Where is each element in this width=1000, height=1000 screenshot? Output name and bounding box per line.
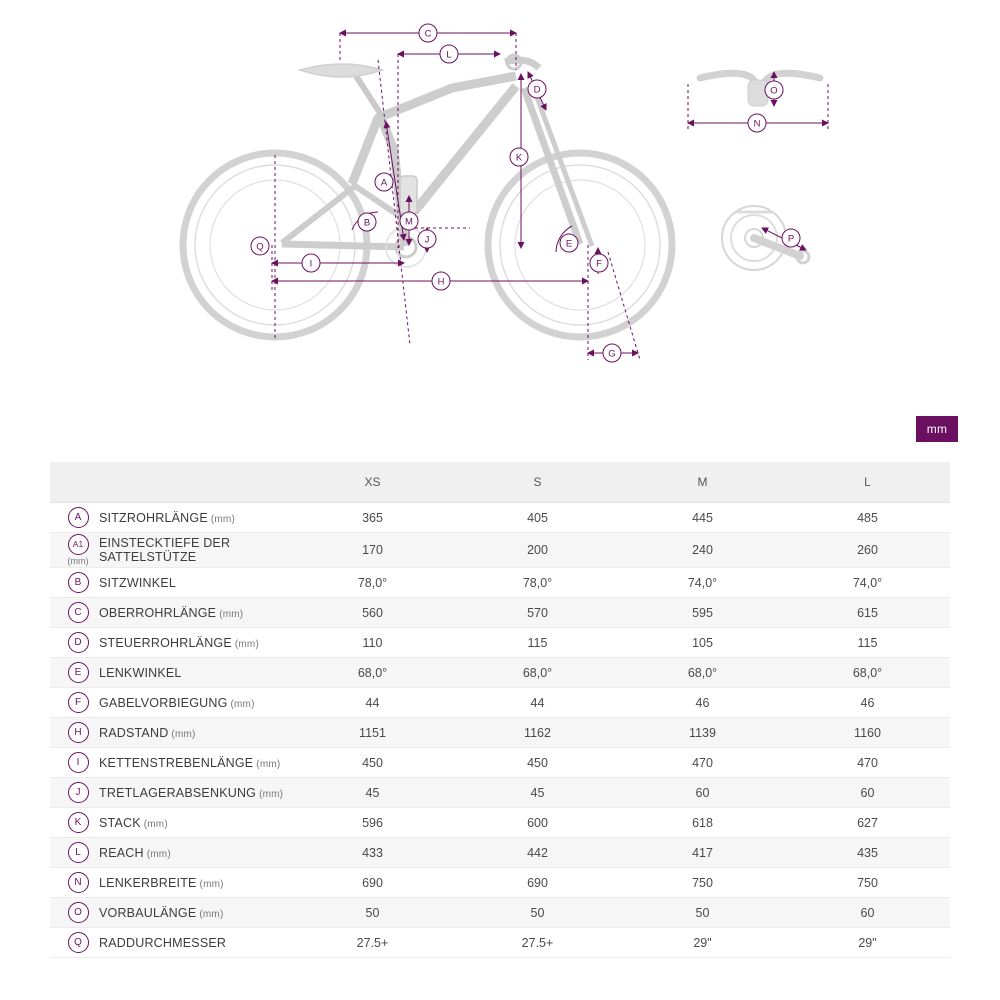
callout-o <box>765 81 783 99</box>
row-badge: A1 <box>68 534 89 555</box>
table-row <box>50 808 950 838</box>
row-value: 570 <box>455 598 620 628</box>
callout-g <box>603 344 621 362</box>
row-value: 105 <box>620 628 785 658</box>
callout-l <box>440 45 458 63</box>
callout-j <box>418 230 436 248</box>
row-value: 110 <box>290 628 455 658</box>
row-value: 60 <box>785 778 950 808</box>
row-value: 750 <box>620 868 785 898</box>
row-label-cell <box>97 628 290 658</box>
row-value: 690 <box>290 868 455 898</box>
handlebar-illustration <box>700 73 820 106</box>
table-row <box>50 533 950 568</box>
column-header-s: S <box>455 462 620 503</box>
row-label-cell <box>97 503 290 533</box>
row-label: EINSTECKTIEFE DER SATTELSTÜTZE <box>99 536 231 564</box>
row-label: GABELVORBIEGUNG <box>99 695 228 710</box>
callout-q <box>251 237 269 255</box>
row-badge-cell <box>50 838 97 868</box>
callout-label: B <box>363 217 371 229</box>
table-row <box>50 598 950 628</box>
row-badge: H <box>68 722 89 743</box>
row-value: 50 <box>455 898 620 928</box>
row-value: 68,0° <box>290 658 455 688</box>
geometry-table <box>50 462 950 958</box>
row-label-cell <box>97 868 290 898</box>
row-value: 365 <box>290 503 455 533</box>
callout-label: M <box>405 216 413 228</box>
callout-f <box>590 254 608 272</box>
row-value: 50 <box>290 898 455 928</box>
callout-label: Q <box>256 241 264 253</box>
row-value: 596 <box>290 808 455 838</box>
callout-m <box>400 212 418 230</box>
row-label: STACK <box>99 815 141 830</box>
row-badge-cell <box>50 568 97 598</box>
row-label: KETTENSTREBENLÄNGE <box>99 755 254 770</box>
row-label: LENKERBREITE <box>99 875 197 890</box>
row-value: 170 <box>290 533 455 568</box>
row-badge: E <box>68 662 89 683</box>
row-value: 470 <box>785 748 950 778</box>
row-badge: B <box>68 572 89 593</box>
callout-label: E <box>565 238 573 250</box>
callout-c <box>419 24 437 42</box>
row-value: 200 <box>455 533 620 568</box>
row-value: 115 <box>785 628 950 658</box>
row-badge-cell <box>50 748 97 778</box>
row-value: 435 <box>785 838 950 868</box>
row-label-cell <box>97 568 290 598</box>
row-badge-cell <box>50 688 97 718</box>
callout-d <box>528 80 546 98</box>
table-row <box>50 838 950 868</box>
callout-label: N <box>753 118 761 130</box>
callout-a <box>375 173 393 191</box>
row-label: VORBAULÄNGE <box>99 905 197 920</box>
row-label: OBERROHRLÄNGE <box>99 605 217 620</box>
row-badge: K <box>68 812 89 833</box>
callout-label: A <box>380 177 388 189</box>
table-row <box>50 503 950 533</box>
callout-k <box>510 148 528 166</box>
row-value: 450 <box>455 748 620 778</box>
row-value: 68,0° <box>455 658 620 688</box>
table-row <box>50 628 950 658</box>
row-value: 1162 <box>455 718 620 748</box>
row-badge: D <box>68 632 89 653</box>
callout-label: G <box>608 348 616 360</box>
table-row <box>50 748 950 778</box>
row-value: 46 <box>785 688 950 718</box>
row-label: SITZWINKEL <box>99 575 177 590</box>
row-badge-cell <box>50 718 97 748</box>
column-header-m: M <box>620 462 785 503</box>
table-row <box>50 658 950 688</box>
callout-h <box>432 272 450 290</box>
row-value: 1160 <box>785 718 950 748</box>
row-badge-cell <box>50 898 97 928</box>
row-value: 240 <box>620 533 785 568</box>
row-badge-cell <box>50 868 97 898</box>
column-header-l: L <box>785 462 950 503</box>
row-label: RADSTAND <box>99 725 169 740</box>
unit-badge: mm <box>916 416 958 442</box>
row-value: 445 <box>620 503 785 533</box>
row-value: 690 <box>455 868 620 898</box>
row-badge: Q <box>68 932 89 953</box>
row-value: 615 <box>785 598 950 628</box>
row-label: SITZROHRLÄNGE <box>99 510 208 525</box>
row-value: 1139 <box>620 718 785 748</box>
bike-geometry-svg <box>0 0 1000 400</box>
row-unit: (mm) <box>168 728 196 740</box>
row-badge-cell <box>50 533 97 568</box>
row-label-cell <box>97 658 290 688</box>
row-label-cell <box>97 688 290 718</box>
row-value: 470 <box>620 748 785 778</box>
row-value: 78,0° <box>290 568 455 598</box>
callout-label: F <box>596 258 602 270</box>
row-label-cell <box>97 748 290 778</box>
geometry-diagram <box>0 0 1000 400</box>
row-unit: (mm) <box>207 513 235 525</box>
row-badge-cell <box>50 808 97 838</box>
table-header-row <box>50 462 950 503</box>
row-badge: N <box>68 872 89 893</box>
row-unit: (mm) <box>253 758 281 770</box>
row-badge: F <box>68 692 89 713</box>
row-label: RADDURCHMESSER <box>99 935 227 950</box>
row-value: 29" <box>620 928 785 958</box>
column-header-xs: XS <box>290 462 455 503</box>
row-value: 595 <box>620 598 785 628</box>
row-value: 600 <box>455 808 620 838</box>
row-unit: (mm) <box>196 908 224 920</box>
row-unit: (mm) <box>216 608 244 620</box>
callout-e <box>560 234 578 252</box>
row-value: 750 <box>785 868 950 898</box>
row-badge: C <box>68 602 89 623</box>
row-badge: I <box>68 752 89 773</box>
row-label: LENKWINKEL <box>99 665 182 680</box>
callout-b <box>358 213 376 231</box>
callout-n <box>748 114 766 132</box>
row-value: 68,0° <box>620 658 785 688</box>
row-badge-cell <box>50 778 97 808</box>
row-badge-cell <box>50 628 97 658</box>
row-value: 27.5+ <box>455 928 620 958</box>
row-value: 74,0° <box>785 568 950 598</box>
row-value: 74,0° <box>620 568 785 598</box>
row-badge: A <box>68 507 89 528</box>
row-value: 405 <box>455 503 620 533</box>
callout-label: J <box>424 234 430 246</box>
row-badge-cell <box>50 503 97 533</box>
row-value: 627 <box>785 808 950 838</box>
column-header-measure <box>50 462 290 503</box>
table-row <box>50 928 950 958</box>
callout-label: I <box>309 258 313 270</box>
row-label-cell <box>97 898 290 928</box>
table-row <box>50 568 950 598</box>
row-value: 260 <box>785 533 950 568</box>
row-value: 46 <box>620 688 785 718</box>
row-label-cell <box>97 928 290 958</box>
row-value: 78,0° <box>455 568 620 598</box>
row-label-cell <box>97 838 290 868</box>
row-value: 44 <box>290 688 455 718</box>
row-value: 442 <box>455 838 620 868</box>
row-badge-note: (mm) <box>67 556 89 566</box>
row-badge-cell <box>50 658 97 688</box>
callout-label: P <box>787 233 795 245</box>
row-value: 450 <box>290 748 455 778</box>
row-value: 27.5+ <box>290 928 455 958</box>
row-badge: L <box>68 842 89 863</box>
row-value: 50 <box>620 898 785 928</box>
callout-i <box>302 254 320 272</box>
row-value: 485 <box>785 503 950 533</box>
row-label: TRETLAGERABSENKUNG <box>99 785 257 800</box>
row-label-cell <box>97 718 290 748</box>
row-value: 560 <box>290 598 455 628</box>
row-unit: (mm) <box>256 788 284 800</box>
row-value: 60 <box>620 778 785 808</box>
table-row <box>50 868 950 898</box>
row-value: 45 <box>455 778 620 808</box>
bike-illustration <box>183 55 672 337</box>
row-badge: O <box>68 902 89 923</box>
row-badge-cell <box>50 598 97 628</box>
row-value: 45 <box>290 778 455 808</box>
table-body <box>50 503 950 958</box>
row-badge: J <box>68 782 89 803</box>
callout-label: O <box>770 85 778 97</box>
row-value: 433 <box>290 838 455 868</box>
row-value: 60 <box>785 898 950 928</box>
callout-label: D <box>533 84 541 96</box>
table-row <box>50 898 950 928</box>
callout-label: C <box>424 28 432 40</box>
row-value: 29" <box>785 928 950 958</box>
row-label-cell <box>97 533 290 568</box>
row-label: STEUERROHRLÄNGE <box>99 635 232 650</box>
row-unit: (mm) <box>140 818 168 830</box>
row-unit: (mm) <box>231 638 259 650</box>
callout-label: H <box>437 276 445 288</box>
row-value: 115 <box>455 628 620 658</box>
row-badge-cell <box>50 928 97 958</box>
row-value: 1151 <box>290 718 455 748</box>
row-value: 68,0° <box>785 658 950 688</box>
table-row <box>50 718 950 748</box>
row-value: 417 <box>620 838 785 868</box>
row-label: REACH <box>99 845 144 860</box>
row-label-cell <box>97 778 290 808</box>
row-unit: (mm) <box>143 848 171 860</box>
table-header <box>50 462 950 503</box>
row-value: 44 <box>455 688 620 718</box>
row-unit: (mm) <box>227 698 255 710</box>
callout-label: L <box>446 49 452 61</box>
callout-label: K <box>515 152 523 164</box>
callout-p <box>782 229 800 247</box>
table-row <box>50 688 950 718</box>
row-value: 618 <box>620 808 785 838</box>
table-row <box>50 778 950 808</box>
row-label-cell <box>97 598 290 628</box>
row-label-cell <box>97 808 290 838</box>
row-unit: (mm) <box>196 878 224 890</box>
